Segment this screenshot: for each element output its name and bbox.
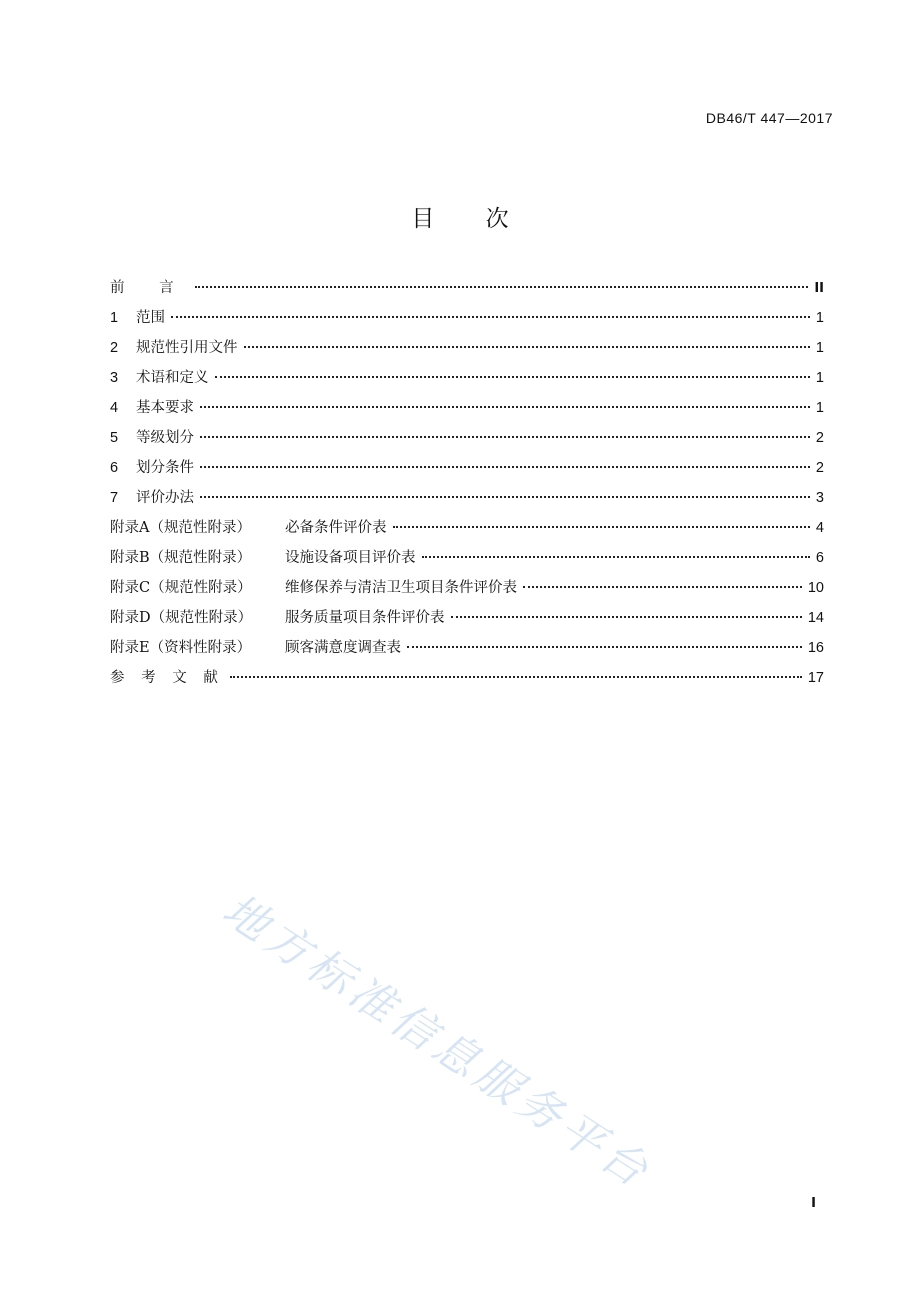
toc-label: 维修保养与清洁卫生项目条件评价表 (285, 580, 517, 596)
toc-page: 17 (807, 670, 824, 686)
toc-page: 14 (807, 610, 824, 626)
page-number: I (811, 1196, 816, 1211)
toc-entry-section[interactable] (110, 486, 824, 516)
appendix-prefix: 附录E（资料性附录） (110, 640, 252, 656)
watermark: 地方标准信息服务平台 (213, 884, 661, 1200)
toc-page: 4 (815, 520, 824, 536)
toc-section-number: 4 (110, 400, 119, 416)
toc-leader-dots (230, 676, 802, 678)
toc-label: 评价办法 (136, 490, 194, 506)
toc-entry-section[interactable] (110, 426, 824, 456)
toc-page: 1 (815, 400, 824, 416)
appendix-prefix: 附录D（规范性附录） (110, 610, 253, 626)
page-title: 目 次 (411, 206, 531, 232)
toc-entry-section[interactable] (110, 396, 824, 426)
toc-leader-dots (422, 556, 810, 558)
toc-page: 3 (815, 490, 824, 506)
toc-leader-dots (244, 346, 810, 348)
toc-leader-dots (200, 496, 810, 498)
toc-leader-dots (200, 466, 810, 468)
toc-page: 10 (807, 580, 824, 596)
toc-label: 必备条件评价表 (285, 520, 387, 536)
toc-label: 等级划分 (136, 430, 194, 446)
appendix-prefix: 附录A（规范性附录） (110, 520, 251, 536)
toc-entry-section[interactable] (110, 366, 824, 396)
toc-label: 划分条件 (136, 460, 194, 476)
toc-entry-preface[interactable] (110, 276, 824, 306)
toc-section-number: 7 (110, 490, 119, 506)
toc-label: 术语和定义 (136, 370, 209, 386)
toc-leader-dots (171, 316, 810, 318)
toc-leader-dots (451, 616, 802, 618)
toc-label: 规范性引用文件 (136, 340, 238, 356)
toc-entry-section[interactable] (110, 336, 824, 366)
toc-page: II (814, 281, 824, 296)
toc-entry-references[interactable] (110, 666, 824, 696)
toc-page: 1 (815, 340, 824, 356)
toc-page: 6 (815, 550, 824, 566)
toc-leader-dots (407, 646, 802, 648)
toc-leader-dots (200, 436, 810, 438)
toc-section-number: 5 (110, 430, 119, 446)
toc-leader-dots (393, 526, 810, 528)
toc-leader-dots (200, 406, 810, 408)
table-of-contents (110, 276, 824, 696)
toc-entry-appendix[interactable] (110, 606, 824, 636)
toc-label: 设施设备项目评价表 (285, 550, 416, 566)
toc-entry-appendix[interactable] (110, 546, 824, 576)
toc-leader-dots (195, 286, 809, 288)
toc-label: 参 考 文 献 (110, 670, 224, 686)
toc-label: 前 言 (110, 280, 189, 296)
toc-leader-dots (523, 586, 802, 588)
toc-page: 16 (807, 640, 824, 656)
toc-page: 2 (815, 460, 824, 476)
toc-page: 1 (815, 310, 824, 326)
toc-label: 基本要求 (136, 400, 194, 416)
toc-page: 2 (815, 430, 824, 446)
toc-label: 服务质量项目条件评价表 (285, 610, 445, 626)
toc-section-number: 3 (110, 370, 119, 386)
toc-label: 范围 (136, 310, 165, 326)
toc-entry-section[interactable] (110, 456, 824, 486)
toc-section-number: 6 (110, 460, 119, 476)
appendix-prefix: 附录B（规范性附录） (110, 550, 252, 566)
toc-entry-appendix[interactable] (110, 576, 824, 606)
toc-entry-appendix[interactable] (110, 636, 824, 666)
toc-entry-appendix[interactable] (110, 516, 824, 546)
toc-page: 1 (815, 370, 824, 386)
doc-code: DB46/T 447—2017 (705, 110, 833, 126)
toc-entry-section[interactable] (110, 306, 824, 336)
appendix-prefix: 附录C（规范性附录） (110, 580, 252, 596)
toc-label: 顾客满意度调查表 (285, 640, 401, 656)
toc-leader-dots (215, 376, 810, 378)
toc-section-number: 2 (110, 340, 119, 356)
toc-section-number: 1 (110, 310, 119, 326)
